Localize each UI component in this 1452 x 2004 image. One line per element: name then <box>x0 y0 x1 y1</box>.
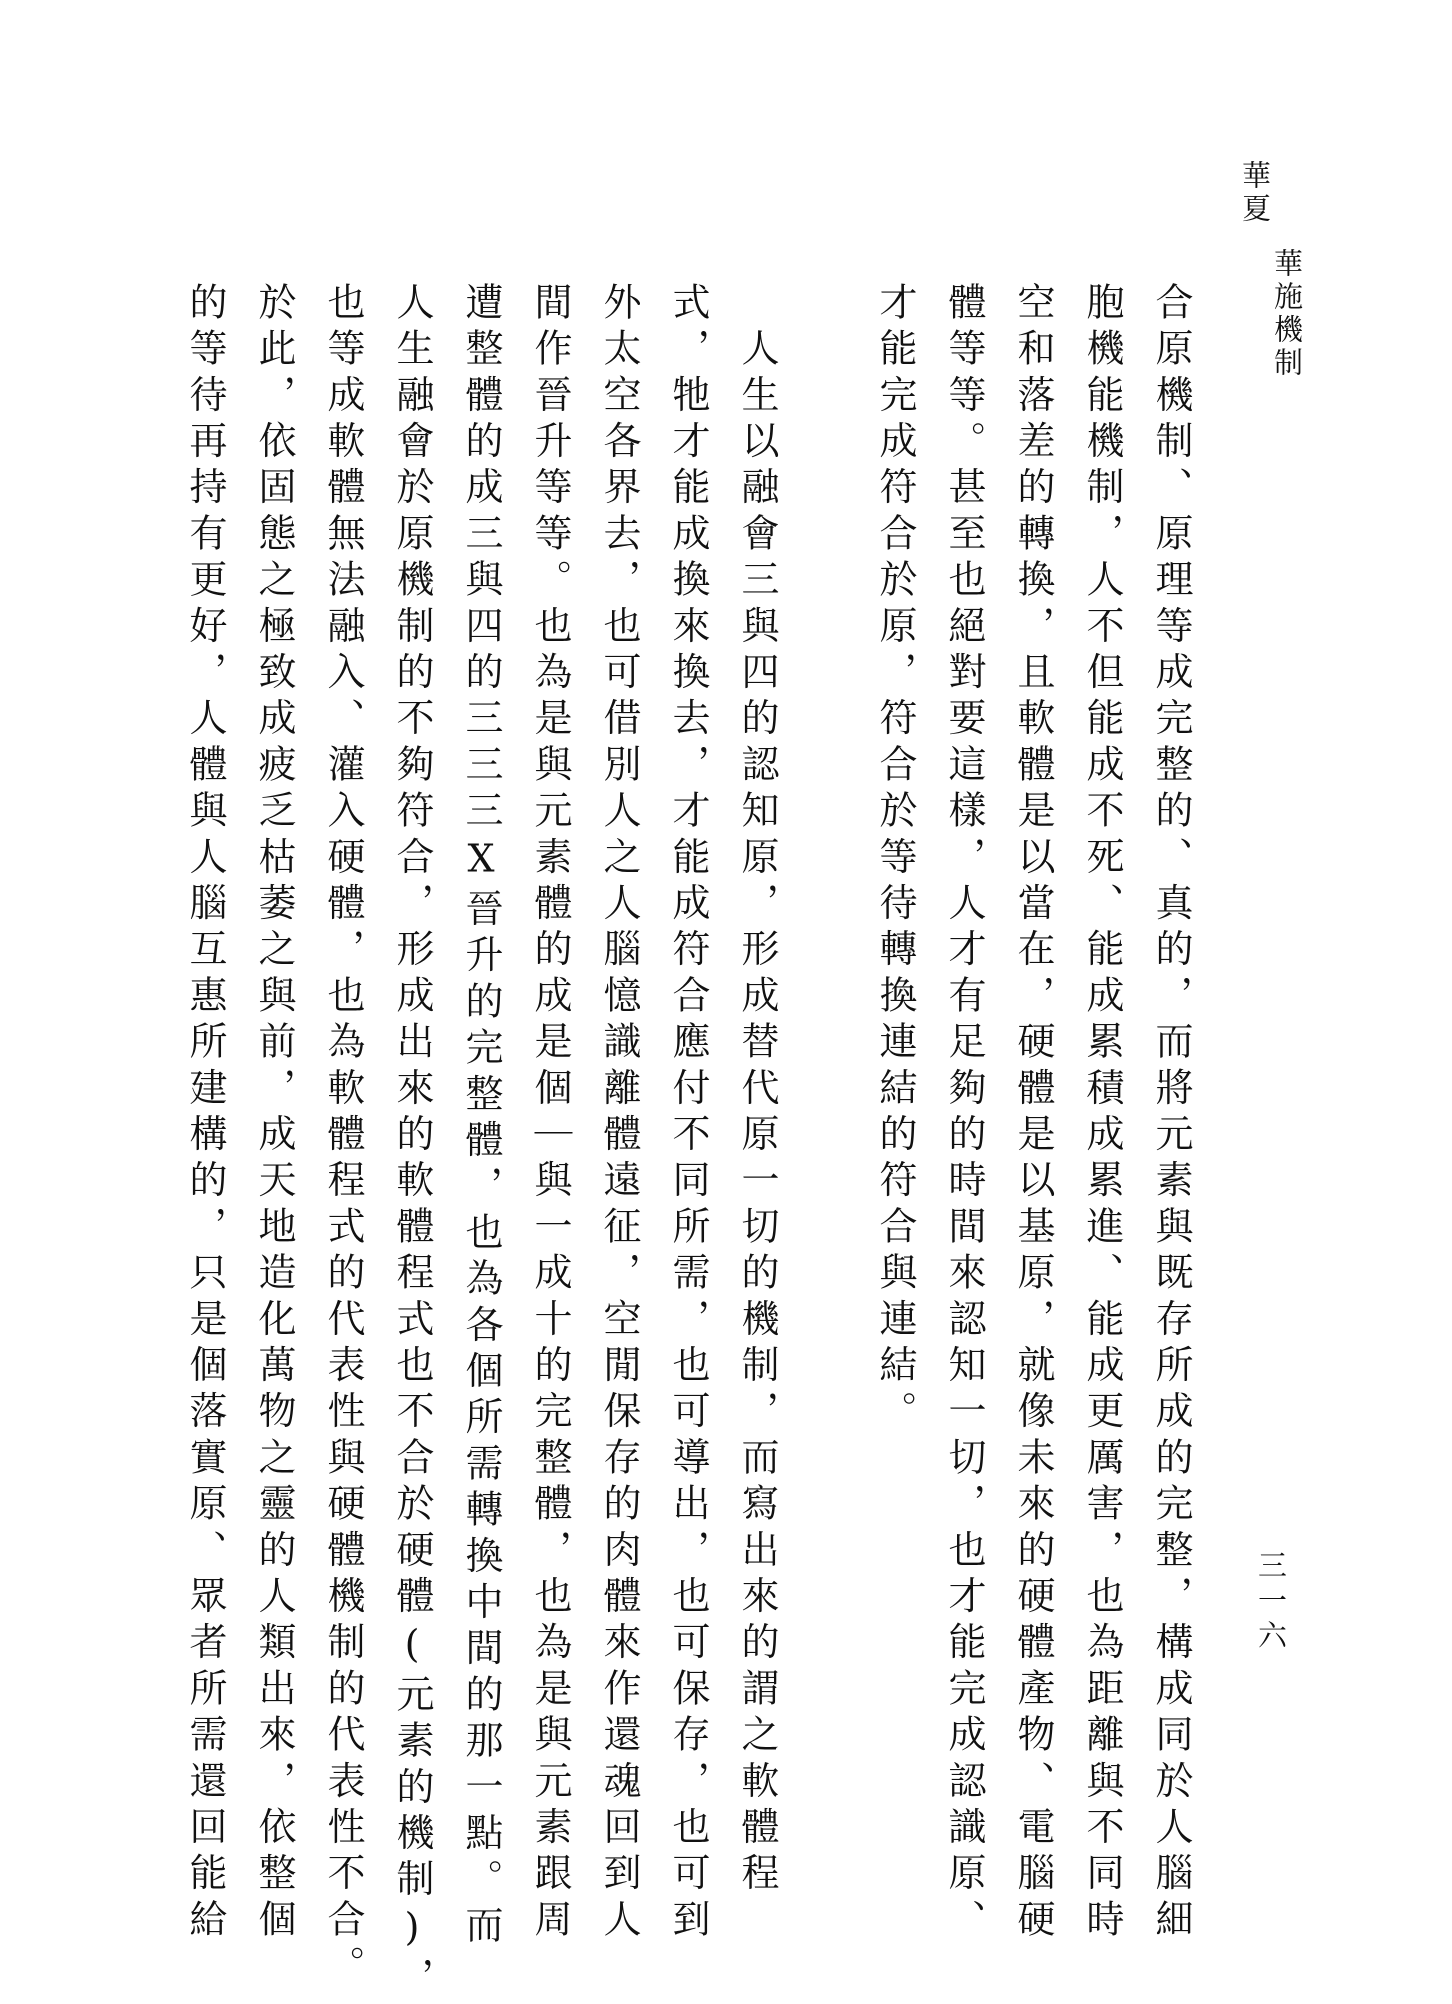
text-column: 空和落差的轉換，且軟體是以當在，硬體是以基原，就像未來的硬體產物、電腦硬 <box>1011 282 1055 1946</box>
text-column: 人生以融會三與四的認知原，形成替代原一切的機制，而寫出來的謂之軟體程 <box>735 282 779 1899</box>
page-number: 三一六 <box>1254 1550 1288 1655</box>
text-column: 胞機能機制，人不但能成不死、能成累積成累進、能成更厲害，也為距離與不同時 <box>1080 282 1124 1946</box>
text-column: 合原機制、原理等成完整的、真的，而將元素與既存所成的完整，構成同於人腦細 <box>1149 282 1193 1946</box>
text-column: 遭整體的成三與四的三三三Ⅹ晉升的完整體，也為各個所需轉換中間的那一點。而 <box>459 282 503 1952</box>
text-column: 的等待再持有更好，人體與人腦互惠所建構的，只是個落實原、眾者所需還回能給 <box>183 282 227 1946</box>
text-column: 體等等。甚至也絕對要這樣，人才有足夠的時間來認知一切，也才能完成認識原、 <box>942 282 986 1946</box>
running-header-book-title: 華夏 <box>1238 160 1272 226</box>
text-column: 式，牠才能成換來換去，才能成符合應付不同所需，也可導出，也可保存，也可到 <box>666 282 710 1946</box>
running-header-section-title: 華施機制 <box>1270 248 1304 380</box>
text-column: 才能完成符合於原，符合於等待轉換連結的符合與連結。 <box>873 282 917 1437</box>
text-column: 也等成軟體無法融入、灌入硬體，也為軟體程式的代表性與硬體機制的代表性不合。 <box>321 282 365 1992</box>
text-column: 於此，依固態之極致成疲乏枯萎之與前，成天地造化萬物之靈的人類出來，依整個 <box>252 282 296 1946</box>
text-column: 外太空各界去，也可借別人之人腦憶識離體遠征，空閒保存的肉體來作還魂回到人 <box>597 282 641 1946</box>
text-column: 間作晉升等等。也為是與元素體的成是個｜與一成十的完整體，也為是與元素跟周 <box>528 282 572 1946</box>
text-column: 人生融會於原機制的不夠符合，形成出來的軟體程式也不合於硬體(元素的機制)， <box>390 282 434 2004</box>
